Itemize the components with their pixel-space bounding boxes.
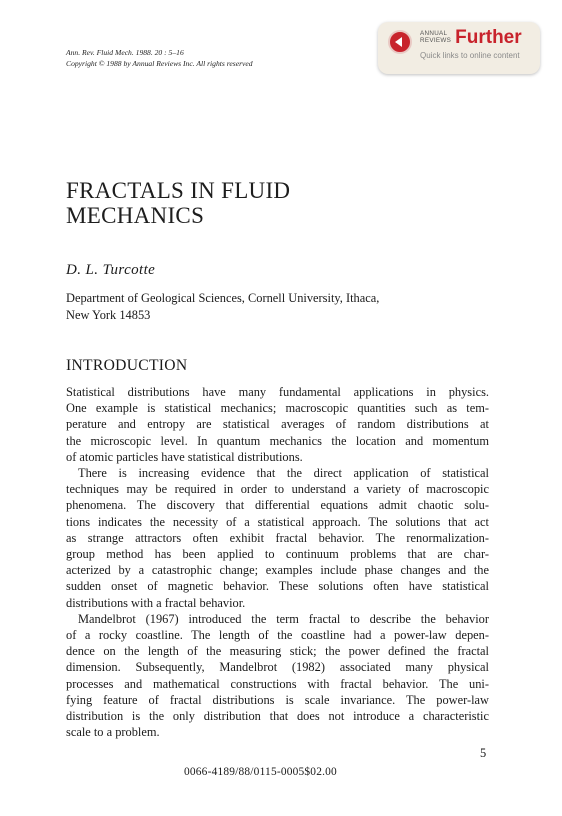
body-line: processes and mathematical constructions with fractal behavior. The uni- [66, 676, 489, 691]
body-line: dimension. Subsequently, Mandelbrot (1982) associated many physical [66, 660, 489, 675]
body-line: of a rocky coastline. The length of the coastline had a power-law depen- [66, 628, 489, 643]
body-line: group method has been applied to continuum problems that are char- [66, 547, 489, 562]
section-heading: INTRODUCTION [66, 357, 188, 374]
badge-brand: ANNUAL REVIEWS [420, 30, 452, 44]
journal-header [66, 47, 253, 69]
body-text [66, 384, 489, 740]
body-line: There is increasing evidence that the direct application of statistical [78, 466, 489, 481]
badge-text [420, 28, 522, 60]
body-line: of atomic particles have statistical distributions. [66, 449, 303, 464]
body-line: Mandelbrot (1967) introduced the term fractal to describe the behavior [78, 611, 489, 626]
body-line: sudden onset of magnetic behavior. These solutions often have statistical [66, 579, 489, 594]
body-line: techniques may be required in order to understand a variety of macroscopic [66, 482, 489, 497]
article-title: FRACTALS IN FLUID MECHANICS [66, 178, 291, 228]
page-number: 5 [480, 746, 487, 760]
body-line: scale to a problem. [66, 725, 160, 740]
body-line: the microscopic level. In quantum mechanics the location and momentum [66, 433, 489, 448]
affiliation: Department of Geological Sciences, Cornell University, Ithaca, New York 14853 [66, 291, 380, 322]
badge-subtitle: Quick links to online content [420, 51, 520, 60]
body-line: Statistical distributions have many fundamental applications in physics. [66, 385, 489, 399]
citation: Ann. Rev. Fluid Mech. 1988. 20 : 5–16 [66, 48, 184, 57]
body-line: as strange attractors often exhibit fractal behavior. The renormalization- [66, 530, 489, 545]
body-line: dence on the length of the measuring stick; the power defined the fractal [66, 644, 489, 659]
body-line: perature and entropy are statistical averages of random distributions at [66, 417, 489, 432]
play-back-icon [388, 30, 412, 54]
body-line: tions indicates the necessity of a statistical approach. The solutions that act [66, 514, 489, 529]
further-badge[interactable] [378, 22, 540, 74]
copyright-notice: Copyright © 1988 by Annual Reviews Inc. All rights reserved [66, 59, 253, 68]
body-line: distributions with a fractal behavior. [66, 595, 246, 610]
badge-title: Further [455, 27, 522, 48]
author: D. L. Turcotte [66, 262, 156, 278]
body-line: phenomena. The discovery that differential equations admit chaotic solu- [66, 498, 489, 513]
body-line: acterized by a catastrophic change; examples include phase changes and the [66, 563, 489, 578]
body-line: distribution is the only distribution that does not introduce a characteristic [66, 709, 489, 724]
body-line: One example is statistical mechanics; macroscopic quantities such as tem- [66, 401, 489, 416]
footer-code: 0066-4189/88/0115-0005$02.00 [184, 766, 337, 778]
body-line: fying feature of fractal distributions is scale invariance. The power-law [66, 692, 489, 707]
